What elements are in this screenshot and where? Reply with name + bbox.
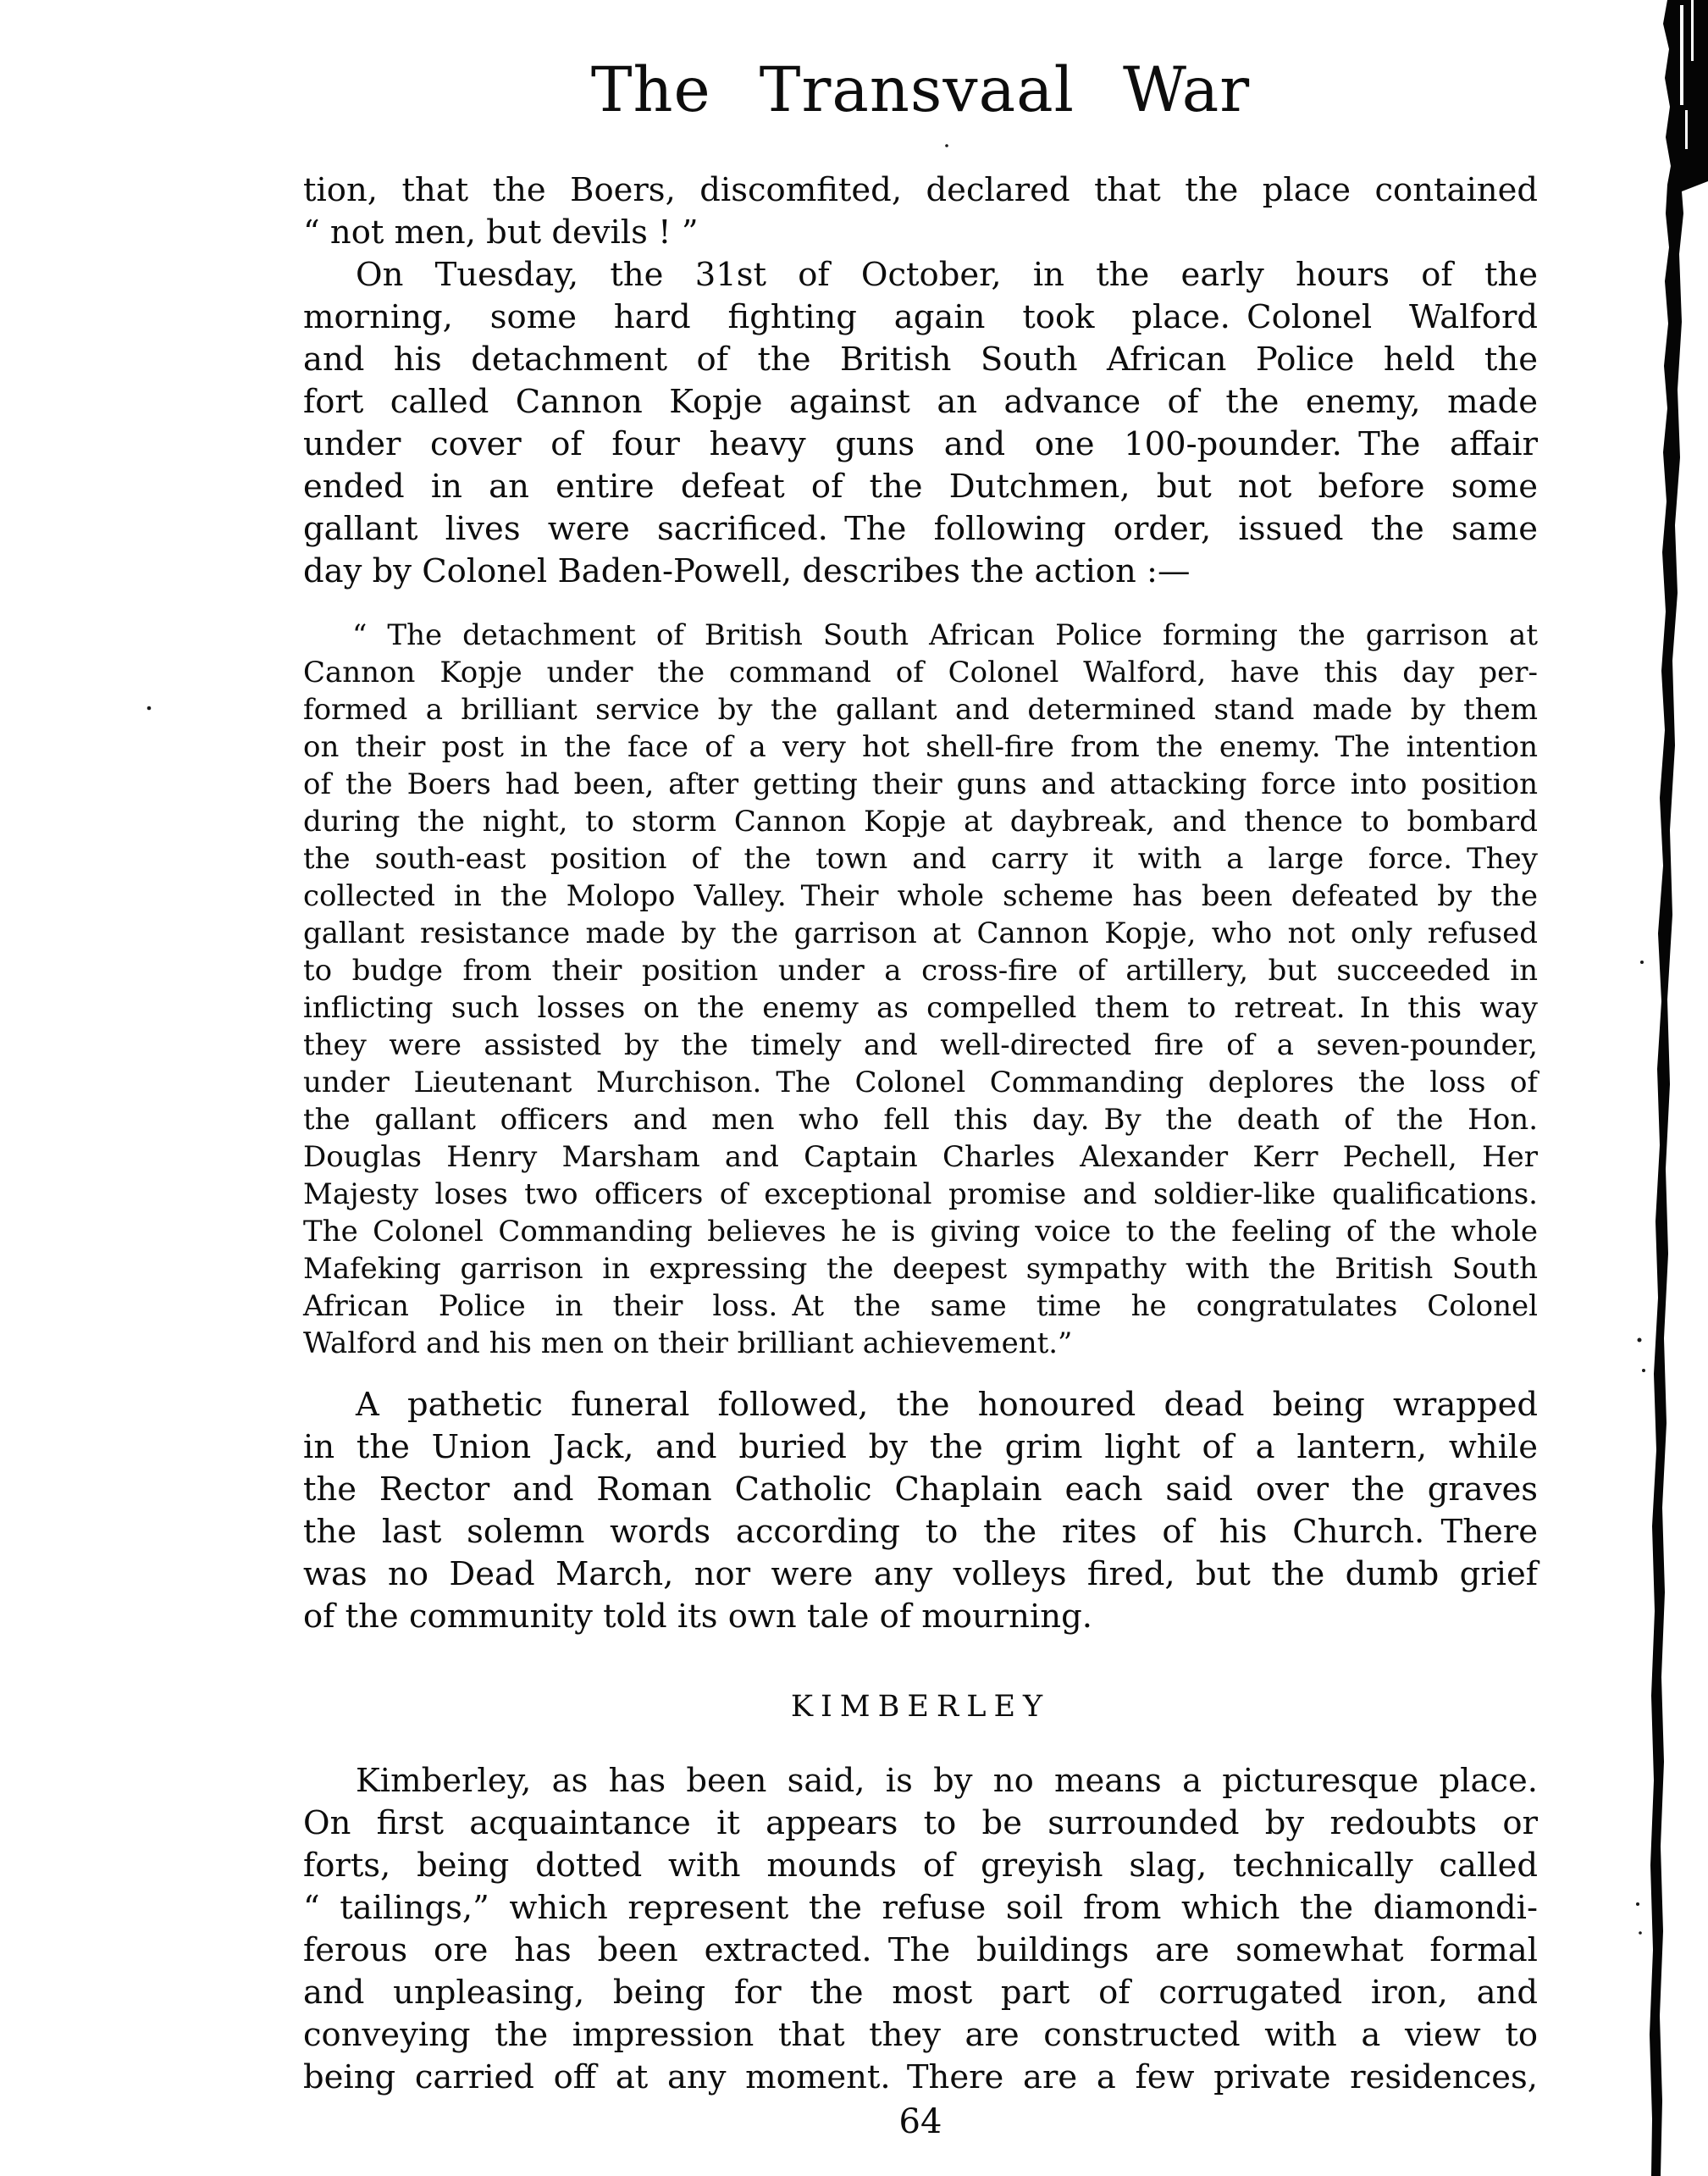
- paragraph-cannon-kopje: [303, 254, 1538, 593]
- text-line: being carried off at any moment. There are a few private residences,: [303, 2058, 1538, 2096]
- text-line: during the night, to storm Cannon Kopje at daybreak, and thence to bombard: [303, 805, 1538, 839]
- section-heading-kimberley: KIMBERLEY: [790, 1690, 1051, 1724]
- text-line: on their post in the face of a very hot shell-fire from the enemy. The intention: [303, 730, 1538, 764]
- paragraph-funeral: [303, 1384, 1538, 1638]
- text-line: under cover of four heavy guns and one 100-pounder. The affair: [303, 425, 1538, 463]
- text-line: they were assisted by the timely and well-directed fire of a seven-pounder,: [303, 1028, 1538, 1062]
- text-line: gallant resistance made by the garrison at Cannon Kopje, who not only refused: [303, 916, 1538, 950]
- text-line: the Rector and Roman Catholic Chaplain each said over the graves: [303, 1470, 1538, 1509]
- text-line: was no Dead March, nor were any volleys fired, but the dumb grief: [303, 1555, 1538, 1593]
- text-line: Kimberley, as has been said, is by no means a picturesque place.: [356, 1762, 1538, 1800]
- text-line: tion, that the Boers, discomfited, declared that the place contained: [303, 171, 1538, 209]
- blockquote-baden-powell-order: [303, 617, 1538, 1362]
- text-line: the last solemn words according to the rites of his Church. There: [303, 1513, 1538, 1551]
- text-line: conveying the impression that they are constructed with a view to: [303, 2016, 1538, 2054]
- text-line: African Police in their loss. At the same time he congratulates Colonel: [303, 1289, 1538, 1323]
- text-line: formed a brilliant service by the gallant and determined stand made by them: [303, 693, 1538, 727]
- page-number: 64: [898, 2102, 942, 2141]
- text-line: A pathetic funeral followed, the honoured dead being wrapped: [356, 1386, 1538, 1424]
- text-line: inflicting such losses on the enemy as compelled them to retreat. In this way: [303, 991, 1538, 1025]
- text-line: to budge from their position under a cross-fire of artillery, but succeeded in: [303, 954, 1538, 988]
- scan-white-sliver: [1691, 0, 1694, 61]
- text-line: ferous ore has been extracted. The buildings are somewhat formal: [303, 1931, 1538, 1969]
- text-line: morning, some hard fighting again took place. Colonel Walford: [303, 298, 1538, 336]
- text-line: Walford and his men on their brilliant achievement.”: [303, 1326, 1073, 1360]
- paragraph-continuation: [303, 169, 1538, 254]
- scan-white-sliver: [1680, 5, 1683, 105]
- text-line: Majesty loses two officers of exceptional promise and soldier-like qualifications.: [303, 1177, 1538, 1211]
- text-line: “ not men, but devils ! ”: [303, 213, 699, 252]
- text-line: gallant lives were sacrificed. The following order, issued the same: [303, 510, 1538, 548]
- page-title: The Transvaal War: [590, 54, 1251, 126]
- text-line: Cannon Kopje under the command of Colonel Walford, have this day per-: [303, 656, 1538, 689]
- text-line: under Lieutenant Murchison. The Colonel Commanding deplores the loss of: [303, 1066, 1538, 1099]
- text-line: collected in the Molopo Valley. Their whole scheme has been defeated by the: [303, 879, 1538, 913]
- text-line: On first acquaintance it appears to be surrounded by redoubts or: [303, 1804, 1538, 1842]
- text-line: of the Boers had been, after getting their guns and attacking force into position: [303, 767, 1538, 801]
- text-line: forts, being dotted with mounds of greyish slag, technically called: [303, 1847, 1538, 1885]
- text-line: of the community told its own tale of mourning.: [303, 1597, 1092, 1636]
- text-line: ended in an entire defeat of the Dutchmen, but not before some: [303, 468, 1538, 506]
- text-line: Douglas Henry Marsham and Captain Charles Alexander Kerr Pechell, Her: [303, 1140, 1538, 1174]
- text-line: The Colonel Commanding believes he is giving voice to the feeling of the whole: [303, 1215, 1538, 1249]
- text-line: and unpleasing, being for the most part of corrugated iron, and: [303, 1974, 1538, 2012]
- text-line: “ The detachment of British South African Police forming the garrison at: [352, 618, 1538, 652]
- text-line: Mafeking garrison in expressing the deepest sympathy with the British South: [303, 1252, 1538, 1286]
- text-line: fort called Cannon Kopje against an advance of the enemy, made: [303, 383, 1538, 421]
- text-line: “ tailings,” which represent the refuse soil from which the diamondi-: [303, 1889, 1538, 1927]
- paragraph-kimberley: [303, 1760, 1538, 2099]
- text-line: On Tuesday, the 31st of October, in the early hours of the: [356, 256, 1538, 294]
- text-line: the south-east position of the town and carry it with a large force. They: [303, 842, 1538, 876]
- text-block: [303, 0, 1538, 2143]
- text-line: in the Union Jack, and buried by the grim light of a lantern, while: [303, 1428, 1538, 1466]
- text-line: day by Colonel Baden-Powell, describes the action :—: [303, 552, 1191, 590]
- text-line: the gallant officers and men who fell this day. By the death of the Hon.: [303, 1103, 1538, 1137]
- scan-white-sliver: [1685, 110, 1688, 149]
- text-line: and his detachment of the British South African Police held the: [303, 341, 1538, 379]
